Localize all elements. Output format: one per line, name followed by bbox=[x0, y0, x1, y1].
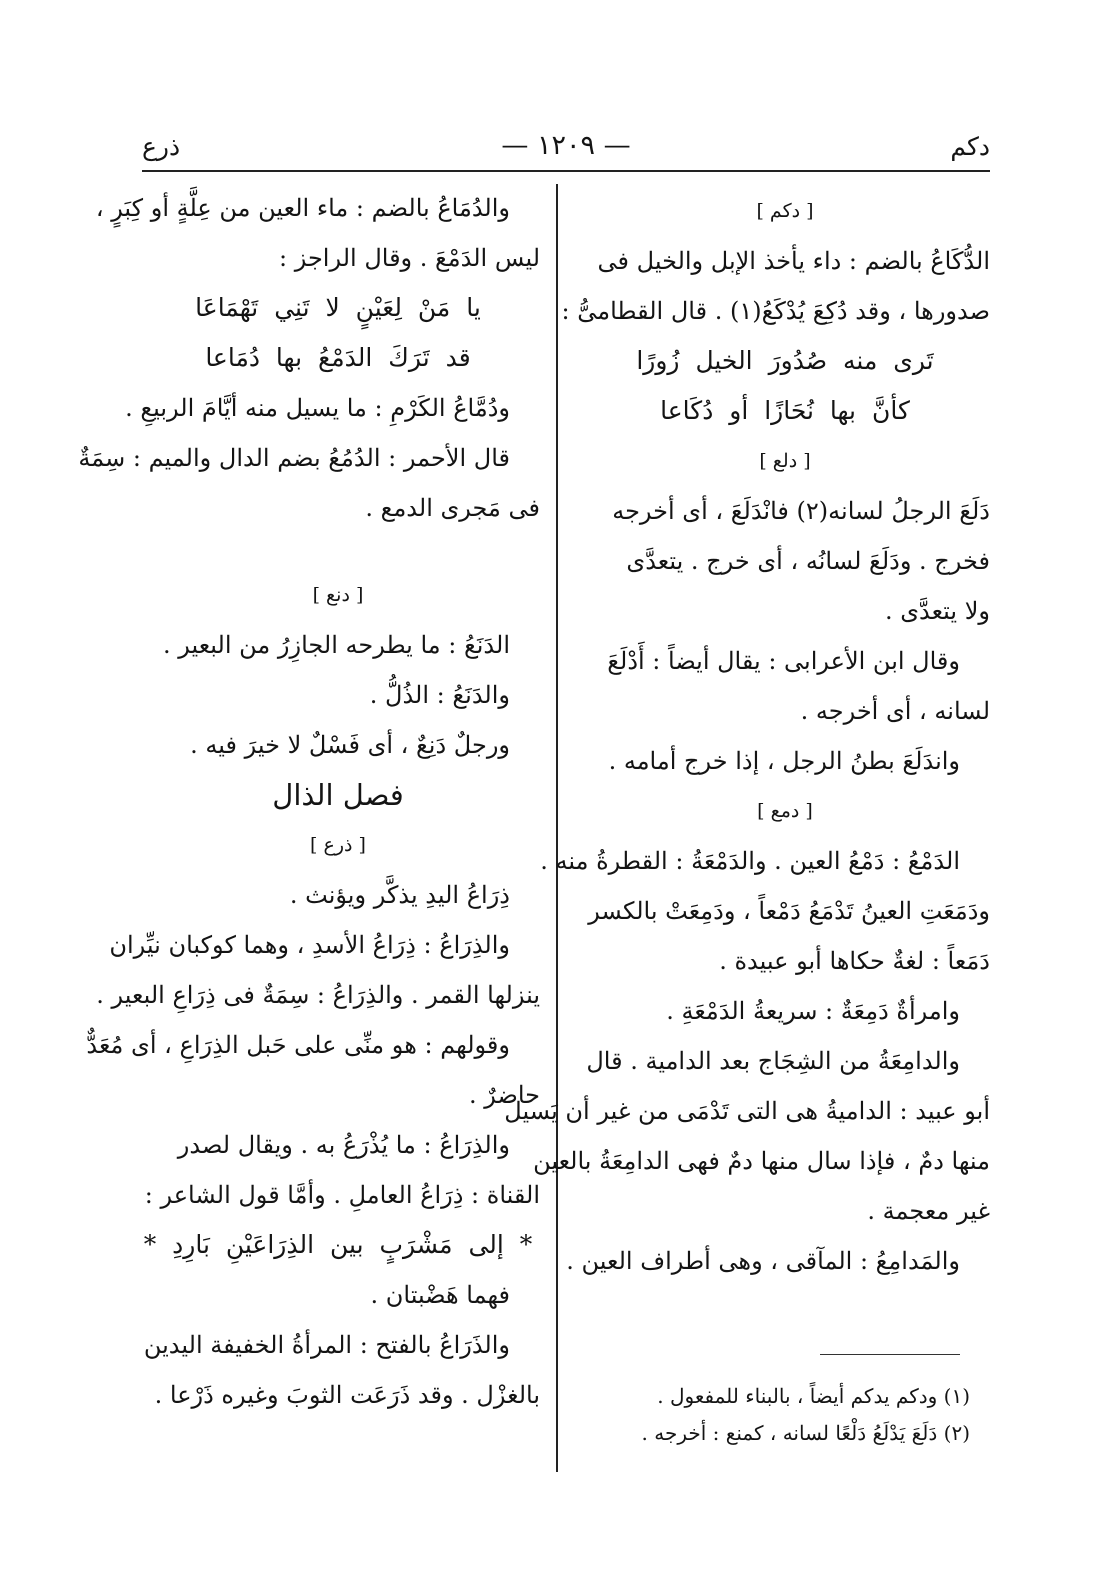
text-line: دَمَعاً : لغةٌ حكاها أبو عبيدة . bbox=[719, 947, 990, 975]
text-line: غير معجمة . bbox=[867, 1197, 990, 1225]
root-heading: [ ذرع ] bbox=[310, 834, 366, 856]
text-line: فخرج . ودَلَعَ لسانُه ، أى خرج . يتعدَّى bbox=[626, 547, 990, 575]
text-line: واندَلَعَ بطنُ الرجل ، إذا خرج أمامه . bbox=[608, 747, 960, 775]
root-heading: [ دلع ] bbox=[759, 450, 811, 472]
text-line: قال الأحمر : الدُمُعُ بضم الدال والميم : سِمَةٌ bbox=[78, 444, 510, 472]
text-line: والدَنَعُ : الذُلُّ . bbox=[369, 681, 510, 709]
page-number: — ١٢٠٩ — bbox=[501, 130, 631, 161]
text-line: ليس الدَمْعَ . وقال الراجز : bbox=[279, 244, 540, 272]
left-column bbox=[78, 183, 540, 1420]
text-line: والذِرَاعُ : ما يُذْرَعُ به . ويقال لصدر bbox=[177, 1131, 510, 1159]
text-line: والذِرَاعُ : ذِرَاعُ الأسدِ ، وهما كوكبان نيِّران bbox=[109, 931, 510, 959]
text-line: ورجلٌ دَنِعٌ ، أى فَسْلٌ لا خيرَ فيه . bbox=[190, 731, 510, 759]
root-heading: [ دنع ] bbox=[312, 584, 364, 606]
text-line: فهما هَضْبتان . bbox=[370, 1281, 510, 1309]
text-line: الدُّكَاعُ بالضم : داء يأخذ الإبل والخيل فى bbox=[597, 247, 990, 275]
text-line: حاضرٌ . bbox=[468, 1081, 540, 1109]
spacer bbox=[136, 533, 540, 570]
text-line: لسانه ، أى أخرجه . bbox=[800, 697, 990, 725]
text-line: وقال ابن الأعرابى : يقال أيضاً : أَدْلَعَ bbox=[607, 647, 960, 675]
text-line: والذَرَاعُ بالفتح : المرأةُ الخفيفة اليدين bbox=[143, 1331, 510, 1359]
text-line: ذِرَاعُ اليدِ يذكَّر ويؤنث . bbox=[289, 881, 510, 909]
running-header bbox=[142, 118, 990, 172]
footnote-1: (١) ودكم يدكم أيضاً ، بالبناء للمفعول . bbox=[657, 1384, 970, 1408]
verse-line: * إلى مَشْرَبٍ بين الذِرَاعَيْنِ بَارِدِ * bbox=[143, 1230, 533, 1259]
verse-line: تَرى منه صُدُورَ الخيل زُورًا bbox=[636, 346, 934, 375]
verse-line: يا مَنْ لِعَيْنٍ لا تَنِي تَهْمَاعَا bbox=[195, 293, 481, 322]
text-line: والمَدامِعُ : المآقى ، وهى أطراف العين . bbox=[566, 1247, 960, 1275]
header-entry-word-right: دكم bbox=[950, 132, 990, 161]
text-line: ينزلها القمر . والذِرَاعُ : سِمَةٌ فى ذِرَاعِ البعير . bbox=[96, 981, 540, 1009]
footnotes bbox=[580, 1378, 970, 1452]
text-line: وقولهم : هو منِّى على حَبل الذِرَاعِ ، أى مُعَدٌّ bbox=[86, 1031, 510, 1059]
text-line: والدُمَاعُ بالضم : ماء العين من عِلَّةٍ أو كِبَرٍ ، bbox=[95, 194, 510, 222]
text-line: والدامِعَةُ من الشِجَاج بعد الدامية . قال bbox=[586, 1047, 960, 1075]
verse-line: قد تَرَكَ الدَمْعُ بها دُمَاعا bbox=[205, 343, 471, 372]
text-line: الدَمْعُ : دَمْعُ العين . والدَمْعَةُ : القطرةُ منه . bbox=[540, 847, 960, 875]
text-line: أبو عبيد : الداميةُ هى التى تَدْمَى من غير أن يَسيل bbox=[504, 1097, 990, 1125]
section-title: فصل الذال bbox=[272, 778, 404, 812]
text-line: الدَنَعُ : ما يطرحه الجازِرُ من البعير . bbox=[162, 631, 510, 659]
header-rule bbox=[142, 170, 990, 172]
text-line: منها دمٌ ، فإذا سال منها دمٌ فهى الدامِعَةُ بالعين bbox=[533, 1147, 990, 1175]
header-entry-word-left: ذرع bbox=[142, 132, 181, 161]
root-heading: [ دكم ] bbox=[756, 200, 814, 222]
footnote-rule bbox=[820, 1354, 960, 1355]
text-line: القناة : ذِرَاعُ العاملِ . وأمَّا قول الشاعر : bbox=[144, 1181, 540, 1209]
text-line: بالغزْل . وقد ذَرَعَت الثوبَ وغيره ذَرْعا . bbox=[154, 1381, 540, 1409]
column-divider bbox=[556, 184, 558, 1472]
root-heading: [ دمع ] bbox=[757, 800, 813, 822]
verse-line: كأنَّ بها نُحَازًا أو دُكَاعا bbox=[660, 396, 910, 425]
text-line: دَلَعَ الرجلُ لسانه(٢) فانْدَلَعَ ، أى أخرجه bbox=[612, 497, 990, 525]
text-line: ودَمَعَتِ العينُ تَدْمَعُ دَمْعاً ، ودَمِعَتْ بالكسر bbox=[588, 897, 990, 925]
text-line: ودُمَّاعُ الكَرْمِ : ما يسيل منه أيَّامَ الربيعِ . bbox=[125, 394, 510, 422]
text-line: صدورها ، وقد دُكِعَ يُدْكَعُ(١) . قال القطامىُّ : bbox=[561, 297, 990, 325]
text-line: فى مَجرى الدمع . bbox=[365, 494, 540, 522]
text-line: وامرأةٌ دَمِعَةٌ : سريعةُ الدَمْعَةِ . bbox=[666, 997, 960, 1025]
footnote-2: (٢) دَلَعَ يَدْلَعُ دَلْعًا لسانه ، كمنع : أخرجه . bbox=[641, 1421, 970, 1445]
text-line: ولا يتعدَّى . bbox=[884, 597, 990, 625]
